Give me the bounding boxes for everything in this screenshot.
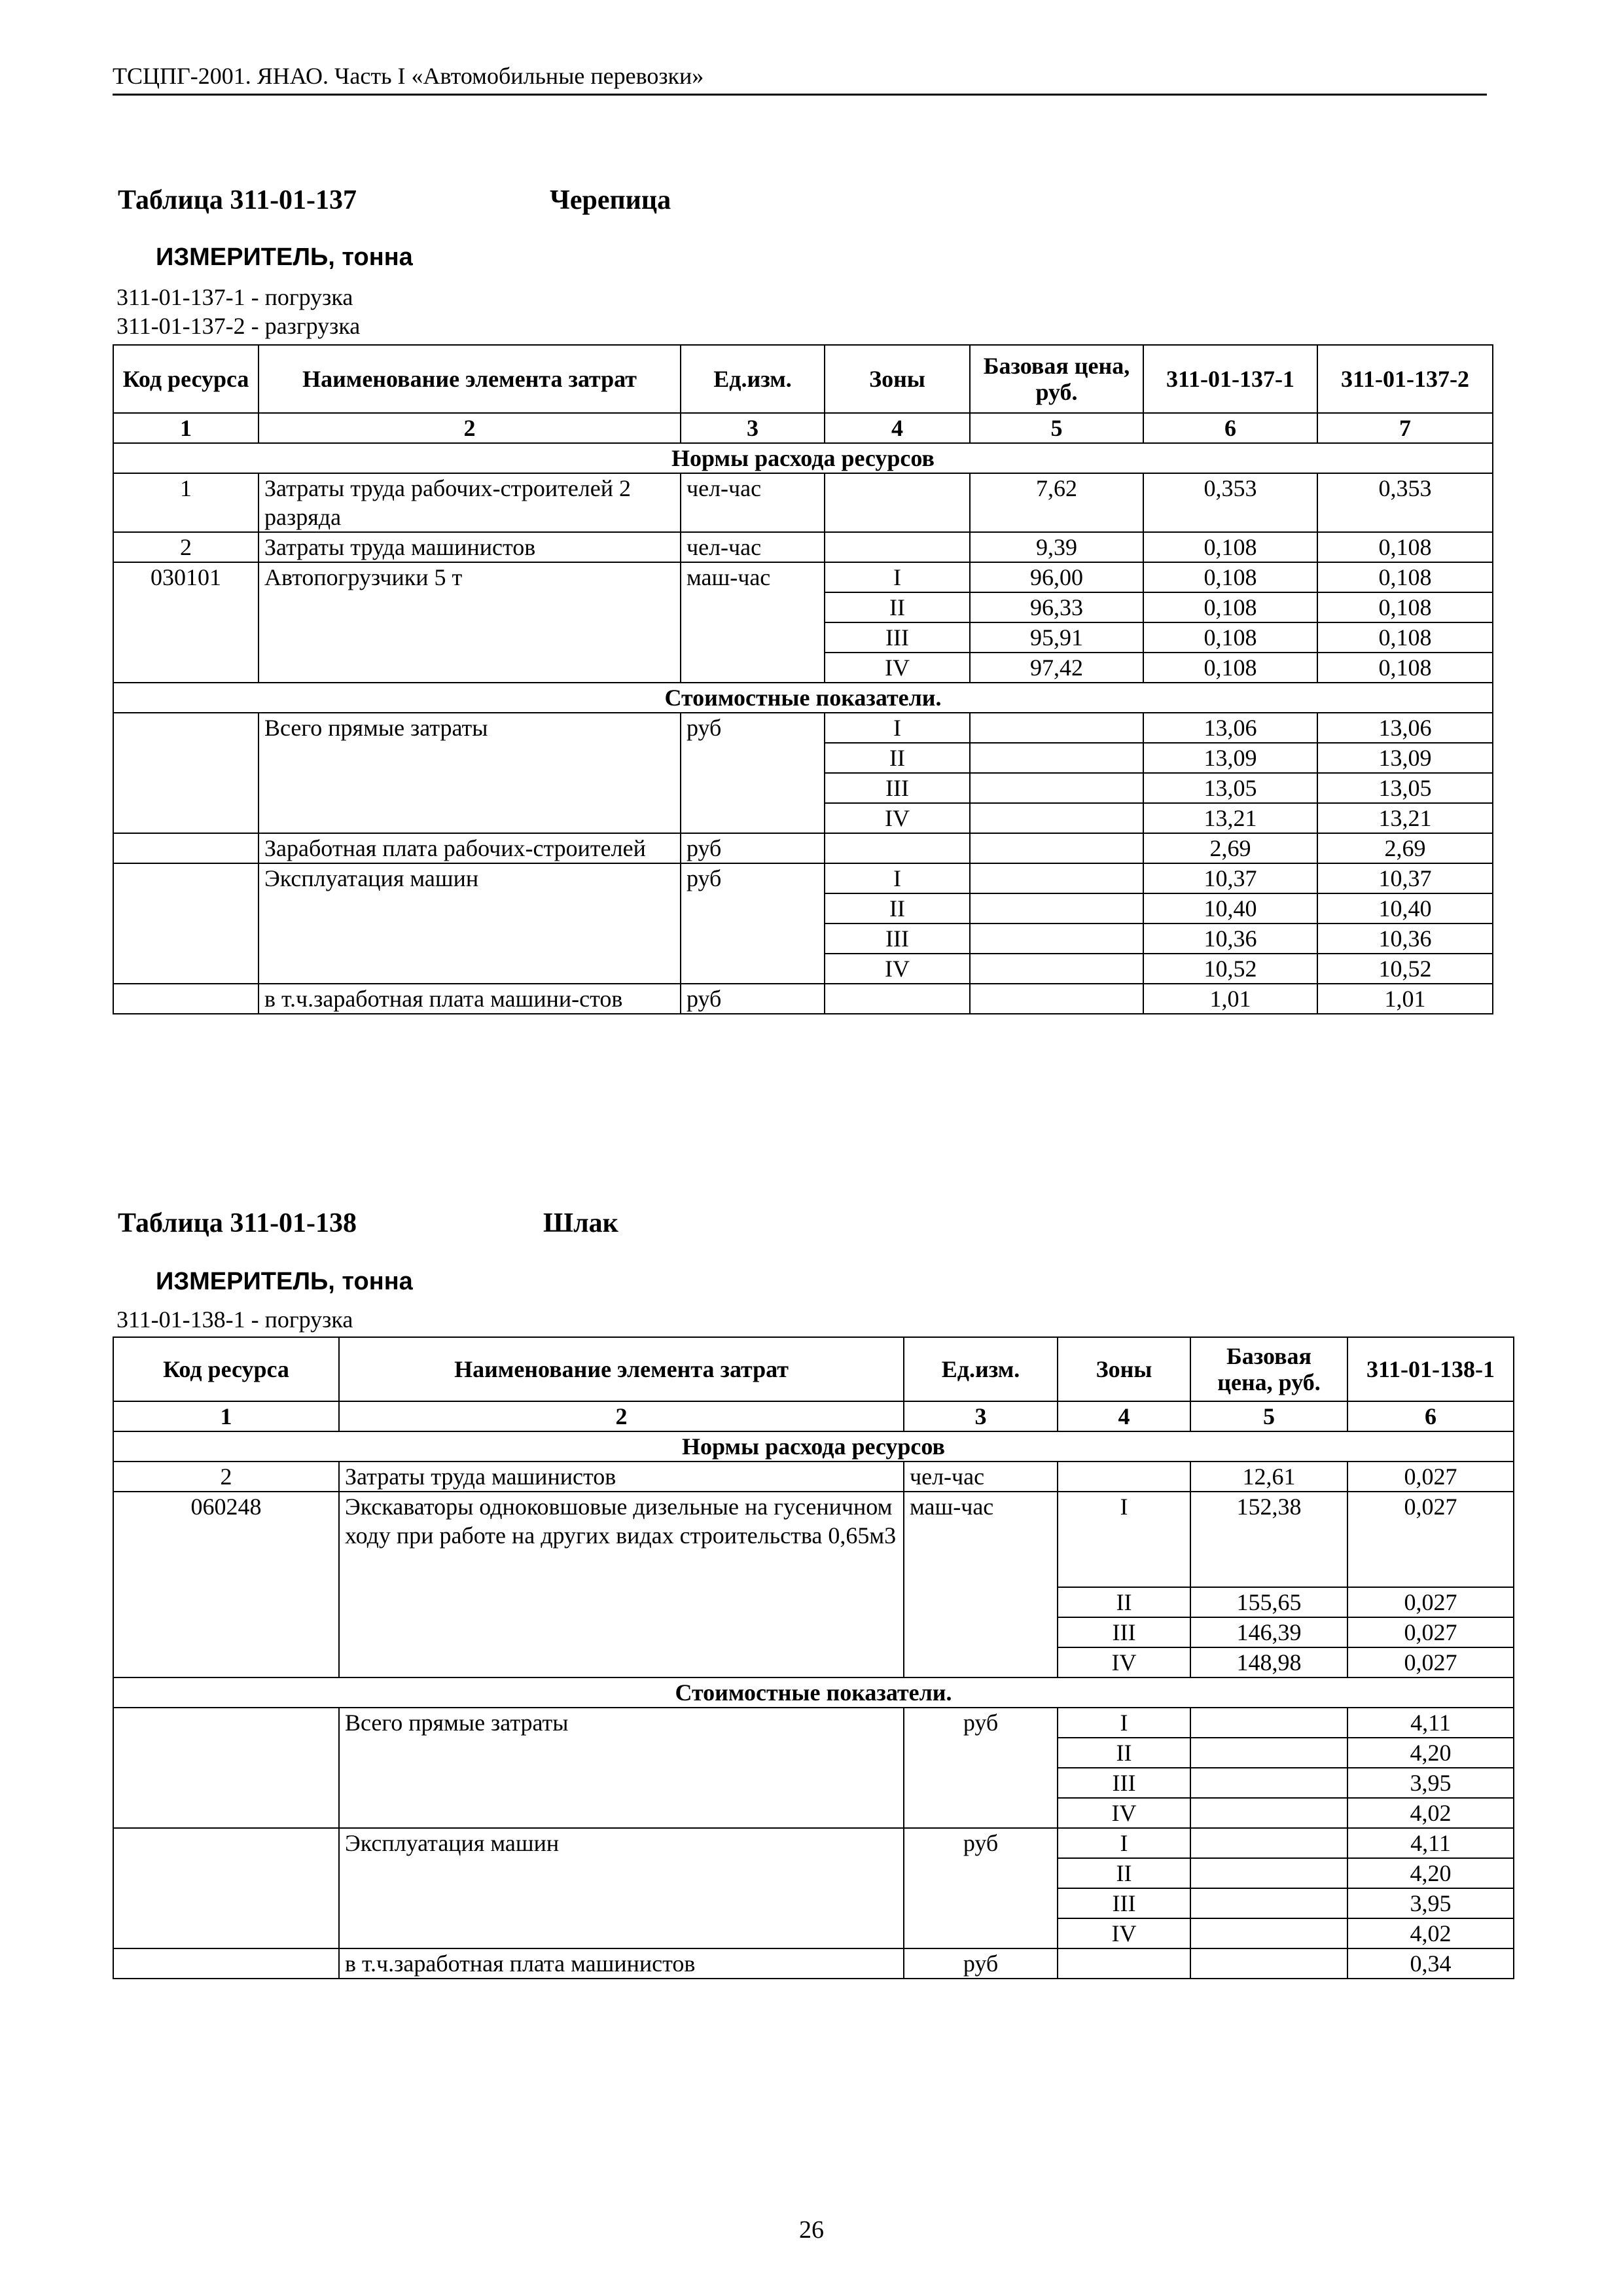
unit: чел-час (904, 1462, 1058, 1492)
base-price (970, 984, 1143, 1014)
cost-name: Всего прямые затраты (339, 1708, 904, 1828)
unit: руб (904, 1948, 1058, 1979)
column-number: 2 (259, 413, 681, 443)
header-cell: 311-01-138-1 (1347, 1337, 1514, 1401)
value: 10,40 (1317, 893, 1493, 924)
resource-code (113, 984, 259, 1014)
base-price (970, 863, 1143, 893)
resource-code (113, 1708, 339, 1828)
table-1 (113, 344, 1493, 1014)
table-header-row (113, 1337, 1514, 1401)
base-price (970, 713, 1143, 743)
unit: руб (904, 1828, 1058, 1948)
unit: маш-час (904, 1492, 1058, 1677)
value: 3,95 (1347, 1768, 1514, 1798)
column-number: 1 (113, 1401, 339, 1431)
value: 0,353 (1143, 473, 1317, 532)
cost-name: Всего прямые затраты (259, 713, 681, 833)
column-number-row (113, 413, 1493, 443)
cost-name: Заработная плата рабочих-строителей (259, 833, 681, 863)
header-cell: Базовая цена, руб. (970, 345, 1143, 413)
base-price: 12,61 (1190, 1462, 1347, 1492)
base-price (1190, 1888, 1347, 1918)
zone: III (1058, 1888, 1190, 1918)
value: 3,95 (1347, 1888, 1514, 1918)
base-price: 97,42 (970, 653, 1143, 683)
table-row (113, 1708, 1514, 1738)
column-number: 5 (970, 413, 1143, 443)
value: 0,108 (1143, 562, 1317, 592)
base-price: 155,65 (1190, 1587, 1347, 1617)
value: 0,108 (1143, 653, 1317, 683)
zone (1058, 1948, 1190, 1979)
header-cell: Базовая цена, руб. (1190, 1337, 1347, 1401)
zone: II (1058, 1858, 1190, 1888)
resource-name: Затраты труда рабочих-строителей 2 разряда (259, 473, 681, 532)
value: 0,34 (1347, 1948, 1514, 1979)
zone: I (825, 562, 970, 592)
value: 10,40 (1143, 893, 1317, 924)
column-number: 6 (1143, 413, 1317, 443)
zone: II (1058, 1587, 1190, 1617)
table-row (113, 713, 1493, 743)
table-row (113, 984, 1493, 1014)
zone: III (825, 622, 970, 653)
table-2 (113, 1336, 1514, 1979)
value: 0,108 (1143, 592, 1317, 622)
header-cell: 311-01-137-2 (1317, 345, 1493, 413)
value: 0,108 (1317, 622, 1493, 653)
resource-code (113, 863, 259, 984)
table-2-name: Шлак (543, 1208, 618, 1238)
zone: II (825, 743, 970, 773)
value: 13,09 (1143, 743, 1317, 773)
base-price (1190, 1768, 1347, 1798)
page-number: 26 (799, 2216, 824, 2244)
base-price (970, 743, 1143, 773)
value: 10,52 (1143, 954, 1317, 984)
header-cell: Ед.изм. (681, 345, 825, 413)
cost-name: Эксплуатация машин (259, 863, 681, 984)
section-row (113, 1431, 1514, 1462)
header-cell: Код ресурса (113, 1337, 339, 1401)
zone: II (825, 592, 970, 622)
section-norms: Нормы расхода ресурсов (113, 443, 1493, 473)
header-cell: Ед.изм. (904, 1337, 1058, 1401)
zone: IV (1058, 1647, 1190, 1677)
resource-code (113, 1948, 339, 1979)
section-row (113, 443, 1493, 473)
base-price (970, 954, 1143, 984)
header-cell: Зоны (1058, 1337, 1190, 1401)
unit: руб (681, 863, 825, 984)
value: 0,027 (1347, 1587, 1514, 1617)
value: 0,108 (1317, 562, 1493, 592)
column-number: 5 (1190, 1401, 1347, 1431)
resource-name: Затраты труда машинистов (339, 1462, 904, 1492)
value: 4,20 (1347, 1858, 1514, 1888)
base-price (1190, 1708, 1347, 1738)
section-cost: Стоимостные показатели. (113, 683, 1493, 713)
value: 10,36 (1143, 924, 1317, 954)
table-row (113, 532, 1493, 562)
value: 4,02 (1347, 1918, 1514, 1948)
cost-name: в т.ч.заработная плата машинистов (339, 1948, 904, 1979)
base-price (970, 893, 1143, 924)
table-1-title (118, 185, 903, 217)
unit: чел-час (681, 532, 825, 562)
zone (825, 833, 970, 863)
table-row (113, 473, 1493, 532)
table-1-label: Таблица 311-01-137 (118, 185, 357, 215)
value: 4,11 (1347, 1708, 1514, 1738)
value: 0,108 (1143, 622, 1317, 653)
value: 4,11 (1347, 1828, 1514, 1858)
zone (825, 473, 970, 532)
table-header-row (113, 345, 1493, 413)
zone: I (825, 713, 970, 743)
base-price (1190, 1738, 1347, 1768)
zone: III (825, 924, 970, 954)
section-row (113, 1677, 1514, 1708)
column-number: 1 (113, 413, 259, 443)
zone: III (825, 773, 970, 803)
zone (825, 532, 970, 562)
base-price (970, 773, 1143, 803)
cost-name: в т.ч.заработная плата машини-стов (259, 984, 681, 1014)
zone (825, 984, 970, 1014)
column-number: 4 (1058, 1401, 1190, 1431)
value: 1,01 (1317, 984, 1493, 1014)
section-row (113, 683, 1493, 713)
value: 0,027 (1347, 1462, 1514, 1492)
table-row (113, 1492, 1514, 1587)
value: 13,21 (1143, 803, 1317, 833)
base-price (1190, 1858, 1347, 1888)
zone (1058, 1462, 1190, 1492)
table-row (113, 863, 1493, 893)
table-row (113, 1948, 1514, 1979)
resource-code: 2 (113, 1462, 339, 1492)
header-cell: 311-01-137-1 (1143, 345, 1317, 413)
zone: IV (1058, 1918, 1190, 1948)
zone: II (825, 893, 970, 924)
base-price: 152,38 (1190, 1492, 1347, 1587)
base-price: 146,39 (1190, 1617, 1347, 1647)
base-price (1190, 1948, 1347, 1979)
base-price: 7,62 (970, 473, 1143, 532)
header-cell: Код ресурса (113, 345, 259, 413)
column-number: 3 (681, 413, 825, 443)
base-price (1190, 1828, 1347, 1858)
value: 13,09 (1317, 743, 1493, 773)
table-row (113, 1462, 1514, 1492)
value: 2,69 (1317, 833, 1493, 863)
unit: чел-час (681, 473, 825, 532)
resource-code (113, 1828, 339, 1948)
value: 0,353 (1317, 473, 1493, 532)
table-2-op-1: 311-01-138-1 - погрузка (116, 1306, 353, 1333)
base-price: 95,91 (970, 622, 1143, 653)
column-number: 2 (339, 1401, 904, 1431)
table-1-name: Черепица (550, 185, 671, 215)
zone: IV (1058, 1798, 1190, 1828)
value: 0,027 (1347, 1492, 1514, 1587)
column-number-row (113, 1401, 1514, 1431)
value: 0,027 (1347, 1617, 1514, 1647)
value: 0,108 (1143, 532, 1317, 562)
resource-code: 1 (113, 473, 259, 532)
value: 2,69 (1143, 833, 1317, 863)
value: 10,37 (1317, 863, 1493, 893)
base-price: 96,33 (970, 592, 1143, 622)
value: 0,108 (1317, 532, 1493, 562)
base-price (970, 833, 1143, 863)
resource-code (113, 713, 259, 833)
value: 13,21 (1317, 803, 1493, 833)
table-1-op-1: 311-01-137-1 - погрузка (116, 284, 353, 310)
unit: руб (681, 713, 825, 833)
table-2-measure: ИЗМЕРИТЕЛЬ, тонна (156, 1268, 413, 1295)
zone: III (1058, 1617, 1190, 1647)
zone: IV (825, 653, 970, 683)
zone: I (1058, 1492, 1190, 1587)
cost-name: Эксплуатация машин (339, 1828, 904, 1948)
base-price (970, 924, 1143, 954)
column-number: 7 (1317, 413, 1493, 443)
zone: IV (825, 803, 970, 833)
resource-code (113, 833, 259, 863)
base-price (1190, 1918, 1347, 1948)
resource-code: 030101 (113, 562, 259, 683)
value: 4,02 (1347, 1798, 1514, 1828)
base-price: 148,98 (1190, 1647, 1347, 1677)
base-price (970, 803, 1143, 833)
section-norms: Нормы расхода ресурсов (113, 1431, 1514, 1462)
value: 0,027 (1347, 1647, 1514, 1677)
base-price: 96,00 (970, 562, 1143, 592)
unit: руб (681, 984, 825, 1014)
table-1-op-2: 311-01-137-2 - разгрузка (116, 313, 361, 339)
running-header: ТСЦПГ-2001. ЯНАО. Часть I «Автомобильные перевозки» (113, 62, 1487, 96)
zone: III (1058, 1768, 1190, 1798)
value: 1,01 (1143, 984, 1317, 1014)
value: 0,108 (1317, 592, 1493, 622)
unit: маш-час (681, 562, 825, 683)
section-cost: Стоимостные показатели. (113, 1677, 1514, 1708)
header-cell: Наименование элемента затрат (339, 1337, 904, 1401)
resource-name: Затраты труда машинистов (259, 532, 681, 562)
zone: I (825, 863, 970, 893)
value: 10,36 (1317, 924, 1493, 954)
zone: II (1058, 1738, 1190, 1768)
header-cell: Зоны (825, 345, 970, 413)
value: 13,06 (1143, 713, 1317, 743)
value: 13,05 (1317, 773, 1493, 803)
table-row (113, 562, 1493, 592)
value: 13,05 (1143, 773, 1317, 803)
table-row (113, 833, 1493, 863)
value: 0,108 (1317, 653, 1493, 683)
value: 10,37 (1143, 863, 1317, 893)
column-number: 6 (1347, 1401, 1514, 1431)
base-price (1190, 1798, 1347, 1828)
value: 13,06 (1317, 713, 1493, 743)
table-row (113, 1828, 1514, 1858)
table-1-measure: ИЗМЕРИТЕЛЬ, тонна (156, 243, 413, 271)
header-cell: Наименование элемента затрат (259, 345, 681, 413)
resource-code: 060248 (113, 1492, 339, 1677)
value: 10,52 (1317, 954, 1493, 984)
base-price: 9,39 (970, 532, 1143, 562)
table-2-title (118, 1208, 903, 1240)
zone: I (1058, 1828, 1190, 1858)
unit: руб (681, 833, 825, 863)
unit: руб (904, 1708, 1058, 1828)
resource-code: 2 (113, 532, 259, 562)
value: 4,20 (1347, 1738, 1514, 1768)
column-number: 3 (904, 1401, 1058, 1431)
resource-name: Автопогрузчики 5 т (259, 562, 681, 683)
column-number: 4 (825, 413, 970, 443)
zone: I (1058, 1708, 1190, 1738)
resource-name: Экскаваторы одноковшовые дизельные на гусеничном ходу при работе на других видах строительства 0,65м3 (339, 1492, 904, 1677)
zone: IV (825, 954, 970, 984)
table-2-label: Таблица 311-01-138 (118, 1208, 357, 1238)
